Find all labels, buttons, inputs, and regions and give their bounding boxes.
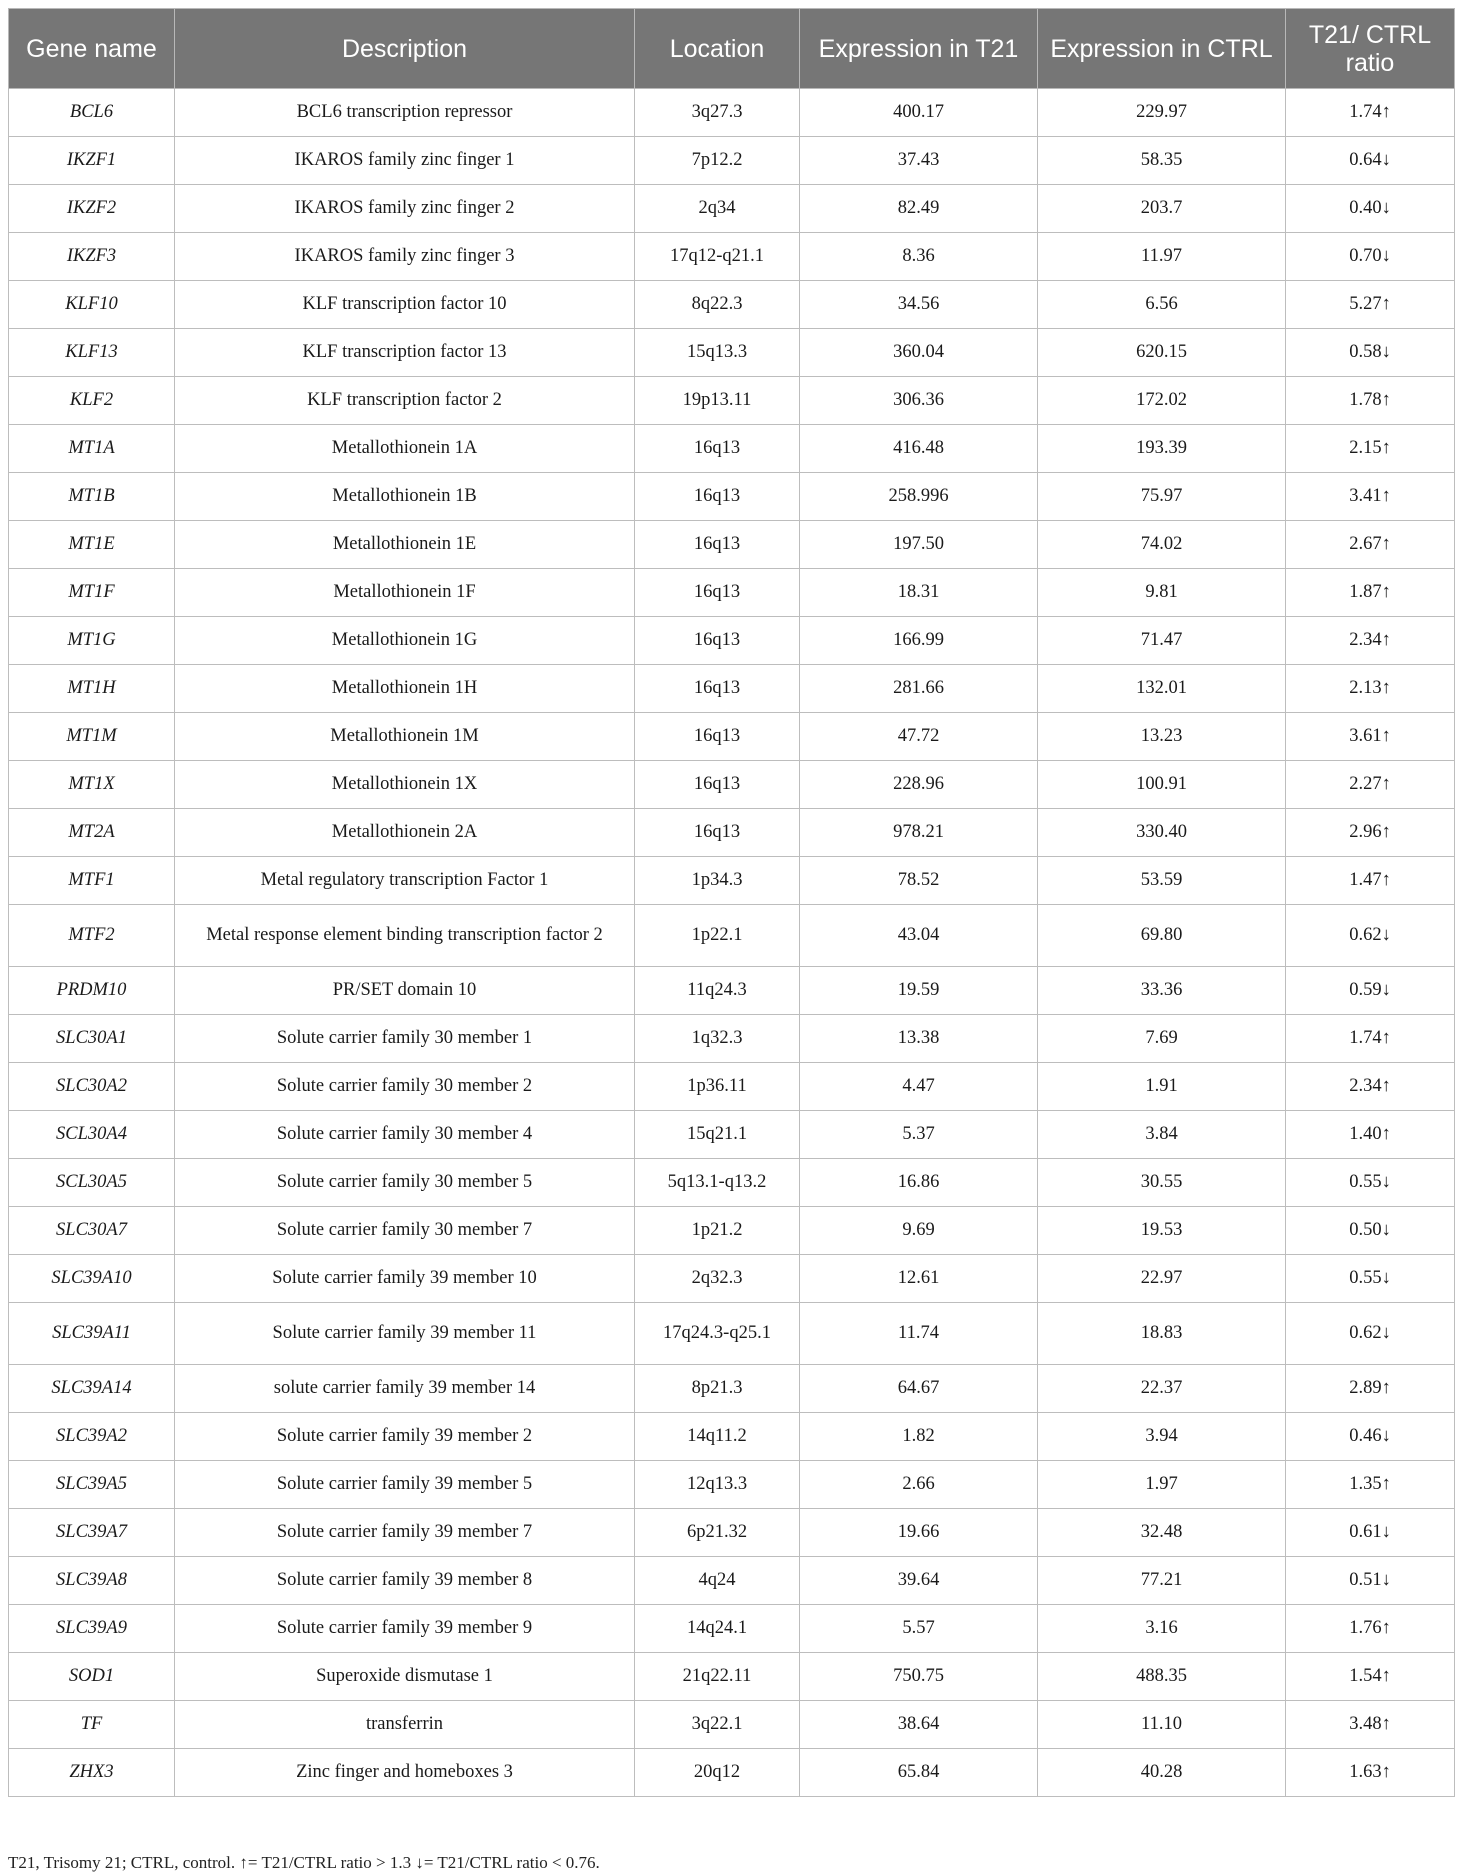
table-row (9, 185, 1455, 233)
table-row (9, 1509, 1455, 1557)
table-row (9, 665, 1455, 713)
expression-t21-cell: 37.43 (800, 137, 1038, 185)
expression-ctrl-cell: 40.28 (1038, 1749, 1286, 1797)
expression-t21-cell: 34.56 (800, 281, 1038, 329)
location-cell: 1p21.2 (635, 1207, 800, 1255)
expression-t21-cell: 39.64 (800, 1557, 1038, 1605)
description-cell: solute carrier family 39 member 14 (175, 1365, 635, 1413)
ratio-cell: 2.89↑ (1286, 1365, 1455, 1413)
table-row (9, 761, 1455, 809)
ratio-cell: 1.47↑ (1286, 857, 1455, 905)
table-row (9, 1255, 1455, 1303)
location-cell: 12q13.3 (635, 1461, 800, 1509)
table-row (9, 137, 1455, 185)
ratio-cell: 1.63↑ (1286, 1749, 1455, 1797)
gene-name-cell: MT1X (9, 761, 175, 809)
header-description: Description (175, 9, 635, 89)
expression-ctrl-cell: 3.16 (1038, 1605, 1286, 1653)
description-cell: Solute carrier family 39 member 10 (175, 1255, 635, 1303)
description-cell: Solute carrier family 30 member 1 (175, 1015, 635, 1063)
table-row (9, 1557, 1455, 1605)
expression-ctrl-cell: 3.84 (1038, 1111, 1286, 1159)
ratio-cell: 0.64↓ (1286, 137, 1455, 185)
expression-t21-cell: 416.48 (800, 425, 1038, 473)
description-cell: Solute carrier family 30 member 5 (175, 1159, 635, 1207)
expression-t21-cell: 1.82 (800, 1413, 1038, 1461)
description-cell: Solute carrier family 39 member 2 (175, 1413, 635, 1461)
expression-ctrl-cell: 13.23 (1038, 713, 1286, 761)
expression-t21-cell: 228.96 (800, 761, 1038, 809)
expression-ctrl-cell: 229.97 (1038, 89, 1286, 137)
expression-ctrl-cell: 18.83 (1038, 1303, 1286, 1365)
expression-t21-cell: 8.36 (800, 233, 1038, 281)
description-cell: Metallothionein 1F (175, 569, 635, 617)
expression-ctrl-cell: 172.02 (1038, 377, 1286, 425)
ratio-cell: 1.74↑ (1286, 1015, 1455, 1063)
table-row (9, 1749, 1455, 1797)
description-cell: Solute carrier family 30 member 7 (175, 1207, 635, 1255)
table-row (9, 1413, 1455, 1461)
location-cell: 17q24.3-q25.1 (635, 1303, 800, 1365)
expression-ctrl-cell: 1.91 (1038, 1063, 1286, 1111)
table-row (9, 1701, 1455, 1749)
ratio-cell: 2.96↑ (1286, 809, 1455, 857)
location-cell: 11q24.3 (635, 967, 800, 1015)
location-cell: 8q22.3 (635, 281, 800, 329)
table-row (9, 1605, 1455, 1653)
expression-t21-cell: 5.37 (800, 1111, 1038, 1159)
table-row (9, 233, 1455, 281)
description-cell: Metallothionein 1E (175, 521, 635, 569)
gene-name-cell: SOD1 (9, 1653, 175, 1701)
expression-t21-cell: 43.04 (800, 905, 1038, 967)
location-cell: 21q22.11 (635, 1653, 800, 1701)
description-cell: Solute carrier family 39 member 11 (175, 1303, 635, 1365)
ratio-cell: 0.40↓ (1286, 185, 1455, 233)
location-cell: 3q22.1 (635, 1701, 800, 1749)
ratio-cell: 2.34↑ (1286, 1063, 1455, 1111)
table-row (9, 809, 1455, 857)
ratio-cell: 1.78↑ (1286, 377, 1455, 425)
expression-ctrl-cell: 3.94 (1038, 1413, 1286, 1461)
location-cell: 6p21.32 (635, 1509, 800, 1557)
gene-name-cell: MT2A (9, 809, 175, 857)
expression-t21-cell: 9.69 (800, 1207, 1038, 1255)
header-ratio: T21/ CTRL ratio (1286, 9, 1455, 89)
table-row (9, 617, 1455, 665)
location-cell: 16q13 (635, 521, 800, 569)
expression-t21-cell: 400.17 (800, 89, 1038, 137)
location-cell: 16q13 (635, 425, 800, 473)
table-row (9, 905, 1455, 967)
expression-t21-cell: 750.75 (800, 1653, 1038, 1701)
table-row (9, 1159, 1455, 1207)
table-container (8, 8, 1454, 1797)
expression-t21-cell: 64.67 (800, 1365, 1038, 1413)
table-row (9, 1303, 1455, 1365)
gene-name-cell: ZHX3 (9, 1749, 175, 1797)
location-cell: 7p12.2 (635, 137, 800, 185)
expression-t21-cell: 2.66 (800, 1461, 1038, 1509)
gene-name-cell: SLC30A2 (9, 1063, 175, 1111)
ratio-cell: 3.41↑ (1286, 473, 1455, 521)
location-cell: 16q13 (635, 713, 800, 761)
gene-name-cell: TF (9, 1701, 175, 1749)
description-cell: Metal response element binding transcription factor 2 (175, 905, 635, 967)
header-location: Location (635, 9, 800, 89)
expression-t21-cell: 258.996 (800, 473, 1038, 521)
ratio-cell: 0.58↓ (1286, 329, 1455, 377)
description-cell: Metallothionein 1M (175, 713, 635, 761)
gene-name-cell: PRDM10 (9, 967, 175, 1015)
gene-name-cell: MT1M (9, 713, 175, 761)
ratio-cell: 1.54↑ (1286, 1653, 1455, 1701)
expression-ctrl-cell: 71.47 (1038, 617, 1286, 665)
location-cell: 16q13 (635, 809, 800, 857)
expression-t21-cell: 978.21 (800, 809, 1038, 857)
location-cell: 1p34.3 (635, 857, 800, 905)
location-cell: 20q12 (635, 1749, 800, 1797)
location-cell: 2q34 (635, 185, 800, 233)
header-expression-t21: Expression in T21 (800, 9, 1038, 89)
location-cell: 16q13 (635, 569, 800, 617)
description-cell: Metallothionein 1X (175, 761, 635, 809)
description-cell: Solute carrier family 39 member 8 (175, 1557, 635, 1605)
expression-ctrl-cell: 1.97 (1038, 1461, 1286, 1509)
header-gene-name: Gene name (9, 9, 175, 89)
description-cell: IKAROS family zinc finger 2 (175, 185, 635, 233)
gene-name-cell: KLF10 (9, 281, 175, 329)
location-cell: 17q12-q21.1 (635, 233, 800, 281)
gene-name-cell: SLC30A7 (9, 1207, 175, 1255)
description-cell: Solute carrier family 30 member 2 (175, 1063, 635, 1111)
description-cell: Solute carrier family 39 member 7 (175, 1509, 635, 1557)
ratio-cell: 3.61↑ (1286, 713, 1455, 761)
description-cell: Superoxide dismutase 1 (175, 1653, 635, 1701)
ratio-cell: 1.74↑ (1286, 89, 1455, 137)
table-row (9, 473, 1455, 521)
expression-t21-cell: 13.38 (800, 1015, 1038, 1063)
gene-name-cell: SCL30A5 (9, 1159, 175, 1207)
expression-ctrl-cell: 77.21 (1038, 1557, 1286, 1605)
expression-ctrl-cell: 58.35 (1038, 137, 1286, 185)
expression-t21-cell: 78.52 (800, 857, 1038, 905)
description-cell: IKAROS family zinc finger 1 (175, 137, 635, 185)
ratio-cell: 0.62↓ (1286, 905, 1455, 967)
expression-t21-cell: 360.04 (800, 329, 1038, 377)
gene-name-cell: MTF2 (9, 905, 175, 967)
expression-ctrl-cell: 22.37 (1038, 1365, 1286, 1413)
table-row (9, 1461, 1455, 1509)
expression-ctrl-cell: 32.48 (1038, 1509, 1286, 1557)
ratio-cell: 2.34↑ (1286, 617, 1455, 665)
expression-t21-cell: 82.49 (800, 185, 1038, 233)
header-expression-ctrl: Expression in CTRL (1038, 9, 1286, 89)
location-cell: 4q24 (635, 1557, 800, 1605)
expression-t21-cell: 19.59 (800, 967, 1038, 1015)
gene-name-cell: SLC39A5 (9, 1461, 175, 1509)
table-row (9, 281, 1455, 329)
gene-name-cell: SCL30A4 (9, 1111, 175, 1159)
description-cell: Metallothionein 2A (175, 809, 635, 857)
expression-ctrl-cell: 9.81 (1038, 569, 1286, 617)
table-row (9, 713, 1455, 761)
gene-name-cell: KLF2 (9, 377, 175, 425)
description-cell: KLF transcription factor 2 (175, 377, 635, 425)
expression-t21-cell: 281.66 (800, 665, 1038, 713)
expression-ctrl-cell: 11.97 (1038, 233, 1286, 281)
gene-name-cell: IKZF3 (9, 233, 175, 281)
expression-ctrl-cell: 75.97 (1038, 473, 1286, 521)
location-cell: 1q32.3 (635, 1015, 800, 1063)
ratio-cell: 0.62↓ (1286, 1303, 1455, 1365)
gene-name-cell: KLF13 (9, 329, 175, 377)
expression-t21-cell: 12.61 (800, 1255, 1038, 1303)
table-row (9, 857, 1455, 905)
gene-name-cell: MT1G (9, 617, 175, 665)
expression-ctrl-cell: 69.80 (1038, 905, 1286, 967)
ratio-cell: 2.13↑ (1286, 665, 1455, 713)
location-cell: 3q27.3 (635, 89, 800, 137)
expression-ctrl-cell: 33.36 (1038, 967, 1286, 1015)
gene-name-cell: MT1H (9, 665, 175, 713)
expression-t21-cell: 306.36 (800, 377, 1038, 425)
ratio-cell: 3.48↑ (1286, 1701, 1455, 1749)
description-cell: Solute carrier family 39 member 5 (175, 1461, 635, 1509)
expression-t21-cell: 11.74 (800, 1303, 1038, 1365)
expression-ctrl-cell: 30.55 (1038, 1159, 1286, 1207)
expression-ctrl-cell: 330.40 (1038, 809, 1286, 857)
ratio-cell: 0.55↓ (1286, 1255, 1455, 1303)
gene-name-cell: MT1B (9, 473, 175, 521)
expression-t21-cell: 166.99 (800, 617, 1038, 665)
expression-ctrl-cell: 488.35 (1038, 1653, 1286, 1701)
table-row (9, 967, 1455, 1015)
header-row (9, 9, 1455, 89)
location-cell: 8p21.3 (635, 1365, 800, 1413)
table-row (9, 569, 1455, 617)
location-cell: 2q32.3 (635, 1255, 800, 1303)
description-cell: Metallothionein 1G (175, 617, 635, 665)
ratio-cell: 0.51↓ (1286, 1557, 1455, 1605)
gene-name-cell: MTF1 (9, 857, 175, 905)
expression-ctrl-cell: 19.53 (1038, 1207, 1286, 1255)
gene-name-cell: MT1A (9, 425, 175, 473)
description-cell: PR/SET domain 10 (175, 967, 635, 1015)
table-row (9, 329, 1455, 377)
ratio-cell: 0.59↓ (1286, 967, 1455, 1015)
table-row (9, 1207, 1455, 1255)
location-cell: 19p13.11 (635, 377, 800, 425)
table-row (9, 425, 1455, 473)
expression-t21-cell: 38.64 (800, 1701, 1038, 1749)
ratio-cell: 1.35↑ (1286, 1461, 1455, 1509)
description-cell: Solute carrier family 30 member 4 (175, 1111, 635, 1159)
gene-name-cell: SLC30A1 (9, 1015, 175, 1063)
table-row (9, 89, 1455, 137)
location-cell: 15q13.3 (635, 329, 800, 377)
expression-ctrl-cell: 11.10 (1038, 1701, 1286, 1749)
expression-t21-cell: 19.66 (800, 1509, 1038, 1557)
location-cell: 14q24.1 (635, 1605, 800, 1653)
description-cell: IKAROS family zinc finger 3 (175, 233, 635, 281)
location-cell: 5q13.1-q13.2 (635, 1159, 800, 1207)
expression-ctrl-cell: 620.15 (1038, 329, 1286, 377)
location-cell: 16q13 (635, 473, 800, 521)
description-cell: Metal regulatory transcription Factor 1 (175, 857, 635, 905)
gene-name-cell: IKZF1 (9, 137, 175, 185)
description-cell: Solute carrier family 39 member 9 (175, 1605, 635, 1653)
gene-name-cell: SLC39A10 (9, 1255, 175, 1303)
expression-ctrl-cell: 22.97 (1038, 1255, 1286, 1303)
location-cell: 15q21.1 (635, 1111, 800, 1159)
expression-t21-cell: 4.47 (800, 1063, 1038, 1111)
table-row (9, 377, 1455, 425)
expression-t21-cell: 65.84 (800, 1749, 1038, 1797)
ratio-cell: 1.76↑ (1286, 1605, 1455, 1653)
ratio-cell: 2.27↑ (1286, 761, 1455, 809)
description-cell: KLF transcription factor 10 (175, 281, 635, 329)
expression-ctrl-cell: 203.7 (1038, 185, 1286, 233)
ratio-cell: 2.67↑ (1286, 521, 1455, 569)
ratio-cell: 0.61↓ (1286, 1509, 1455, 1557)
location-cell: 1p22.1 (635, 905, 800, 967)
location-cell: 16q13 (635, 665, 800, 713)
table-row (9, 1111, 1455, 1159)
gene-name-cell: MT1F (9, 569, 175, 617)
ratio-cell: 0.46↓ (1286, 1413, 1455, 1461)
expression-ctrl-cell: 100.91 (1038, 761, 1286, 809)
table-row (9, 521, 1455, 569)
expression-ctrl-cell: 6.56 (1038, 281, 1286, 329)
expression-ctrl-cell: 193.39 (1038, 425, 1286, 473)
expression-t21-cell: 197.50 (800, 521, 1038, 569)
location-cell: 14q11.2 (635, 1413, 800, 1461)
expression-t21-cell: 18.31 (800, 569, 1038, 617)
gene-name-cell: IKZF2 (9, 185, 175, 233)
location-cell: 1p36.11 (635, 1063, 800, 1111)
description-cell: transferrin (175, 1701, 635, 1749)
ratio-cell: 5.27↑ (1286, 281, 1455, 329)
location-cell: 16q13 (635, 617, 800, 665)
description-cell: Zinc finger and homeboxes 3 (175, 1749, 635, 1797)
gene-name-cell: SLC39A2 (9, 1413, 175, 1461)
table-footnote: T21, Trisomy 21; CTRL, control. ↑= T21/CTRL ratio > 1.3 ↓= T21/CTRL ratio < 0.76. (8, 1853, 600, 1872)
ratio-cell: 1.87↑ (1286, 569, 1455, 617)
expression-t21-cell: 47.72 (800, 713, 1038, 761)
table-row (9, 1015, 1455, 1063)
location-cell: 16q13 (635, 761, 800, 809)
ratio-cell: 0.55↓ (1286, 1159, 1455, 1207)
gene-name-cell: SLC39A9 (9, 1605, 175, 1653)
expression-t21-cell: 5.57 (800, 1605, 1038, 1653)
ratio-cell: 2.15↑ (1286, 425, 1455, 473)
gene-name-cell: BCL6 (9, 89, 175, 137)
ratio-cell: 0.70↓ (1286, 233, 1455, 281)
table-row (9, 1063, 1455, 1111)
expression-ctrl-cell: 132.01 (1038, 665, 1286, 713)
ratio-cell: 0.50↓ (1286, 1207, 1455, 1255)
description-cell: Metallothionein 1A (175, 425, 635, 473)
ratio-cell: 1.40↑ (1286, 1111, 1455, 1159)
expression-ctrl-cell: 7.69 (1038, 1015, 1286, 1063)
table-row (9, 1653, 1455, 1701)
gene-name-cell: SLC39A8 (9, 1557, 175, 1605)
expression-ctrl-cell: 53.59 (1038, 857, 1286, 905)
gene-name-cell: SLC39A14 (9, 1365, 175, 1413)
gene-name-cell: SLC39A11 (9, 1303, 175, 1365)
description-cell: Metallothionein 1B (175, 473, 635, 521)
expression-t21-cell: 16.86 (800, 1159, 1038, 1207)
gene-name-cell: MT1E (9, 521, 175, 569)
description-cell: Metallothionein 1H (175, 665, 635, 713)
gene-name-cell: SLC39A7 (9, 1509, 175, 1557)
table-row (9, 1365, 1455, 1413)
description-cell: BCL6 transcription repressor (175, 89, 635, 137)
description-cell: KLF transcription factor 13 (175, 329, 635, 377)
gene-expression-table (8, 8, 1455, 1797)
expression-ctrl-cell: 74.02 (1038, 521, 1286, 569)
